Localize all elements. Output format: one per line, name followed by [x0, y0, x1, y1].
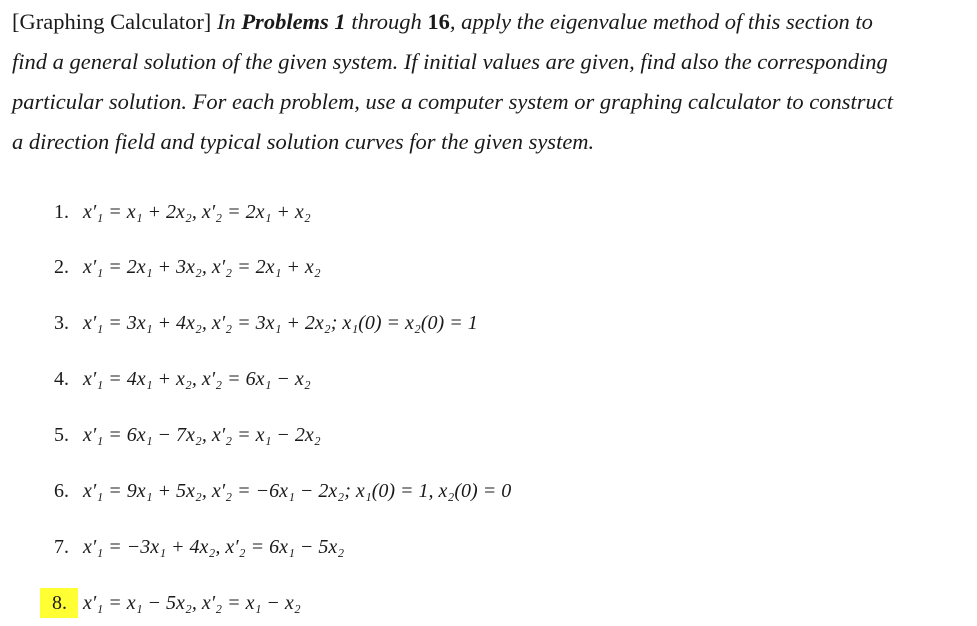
equation-1: = x₁ − 5x₂,: [108, 592, 197, 614]
equation-2: = 6x₁ − x₂: [227, 368, 311, 390]
equation-2: = x₁ − 2x₂: [237, 424, 321, 446]
problem-number: 5.: [54, 424, 69, 446]
equation-1: = 6x₁ − 7x₂,: [108, 424, 207, 446]
problem-item: 7. x′₁ = −3x₁ + 4x₂, x′₂ = 6x₁ − 5x₂: [54, 532, 344, 562]
problem-item: 2. x′₁ = 2x₁ + 3x₂, x′₂ = 2x₁ + x₂: [54, 252, 321, 282]
equation-1: = 3x₁ + 4x₂,: [108, 312, 207, 334]
instructions-line-3: particular solution. For each problem, use a computer system or graphing calculator to construct: [12, 89, 893, 114]
instructions-line-2: find a general solution of the given system. If initial values are given, find also the corresponding: [12, 49, 888, 74]
problem-number: 3.: [54, 312, 69, 334]
problem-number: 6.: [54, 480, 69, 502]
problem-item: 1. x′₁ = x₁ + 2x₂, x′₂ = 2x₁ + x₂: [54, 197, 311, 227]
problem-number: 4.: [54, 368, 69, 390]
problem-item-highlighted: 8. x′₁ = x₁ − 5x₂, x′₂ = x₁ − x₂: [54, 588, 301, 618]
equation-2: = −6x₁ − 2x₂;: [237, 480, 351, 502]
graphing-calculator-tag: [Graphing Calculator]: [12, 9, 212, 34]
initial-values: x₁(0) = 1, x₂(0) = 0: [355, 480, 512, 502]
equation-2: = 6x₁ − 5x₂: [250, 536, 345, 558]
problem-item: 6. x′₁ = 9x₁ + 5x₂, x′₂ = −6x₁ − 2x₂; x₁(0) = 1, x₂(0) = 0: [54, 476, 511, 506]
equation-1: = 2x₁ + 3x₂,: [108, 256, 207, 278]
problem-instructions: [12, 2, 972, 162]
problem-number: 7.: [54, 536, 69, 558]
equation-1: = x₁ + 2x₂,: [108, 201, 197, 223]
equation-1: = −3x₁ + 4x₂,: [108, 536, 221, 558]
problem-item: 3. x′₁ = 3x₁ + 4x₂, x′₂ = 3x₁ + 2x₂; x₁(0) = x₂(0) = 1: [54, 308, 478, 338]
problems-range-start: Problems 1: [241, 9, 346, 34]
problem-number: 2.: [54, 256, 69, 278]
instructions-line-4: a direction field and typical solution curves for the given system.: [12, 129, 595, 154]
problem-item: 5. x′₁ = 6x₁ − 7x₂, x′₂ = x₁ − 2x₂: [54, 420, 321, 450]
problem-item: 4. x′₁ = 4x₁ + x₂, x′₂ = 6x₁ − x₂: [54, 364, 311, 394]
equation-1: = 9x₁ + 5x₂,: [108, 480, 207, 502]
equation-2: = 3x₁ + 2x₂;: [237, 312, 338, 334]
instructions-line-1: [Graphing Calculator] In Problems 1 through 16, apply the eigenvalue method of this section to: [12, 9, 873, 34]
problems-range-end: 16: [427, 9, 450, 34]
initial-values: x₁(0) = x₂(0) = 1: [342, 312, 478, 334]
equation-2: = 2x₁ + x₂: [227, 201, 311, 223]
problem-number: 1.: [54, 201, 69, 223]
equation-2: = x₁ − x₂: [227, 592, 301, 614]
equation-1: = 4x₁ + x₂,: [108, 368, 197, 390]
equation-2: = 2x₁ + x₂: [237, 256, 321, 278]
problem-number-highlighted: 8.: [40, 588, 78, 618]
